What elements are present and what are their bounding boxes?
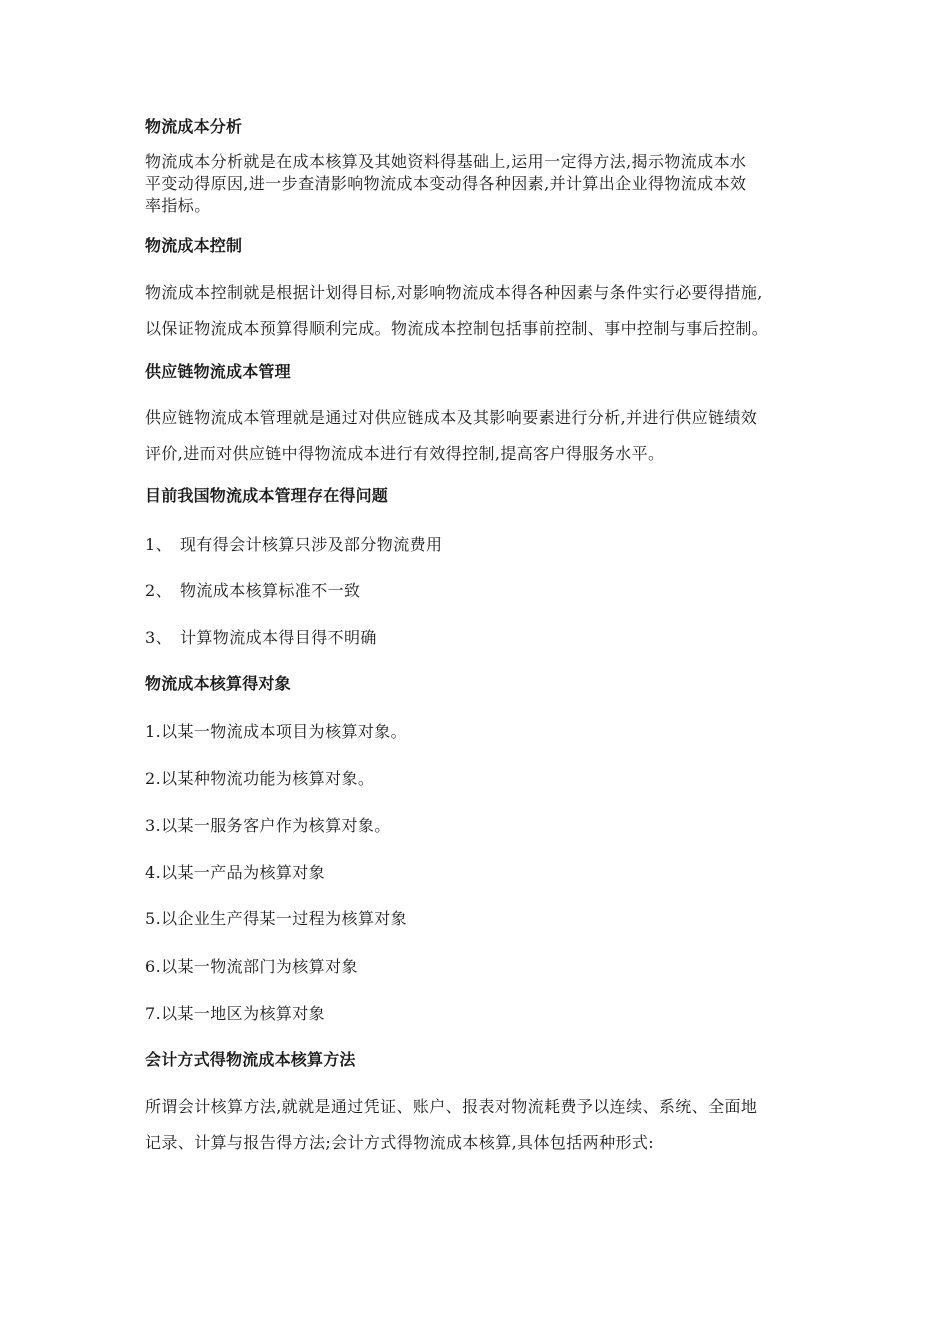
heading-cost-analysis: 物流成本分析 (145, 117, 243, 136)
text-line: 以保证物流成本预算得顺利完成。物流成本控制包括事前控制、事中控制与事后控制。 (145, 319, 769, 338)
text-line: 记录、计算与报告得方法;会计方式得物流成本核算,具体包括两种形式: (145, 1133, 655, 1152)
list-item (145, 627, 377, 649)
list-item: 5.以企业生产得某一过程为核算对象 (145, 909, 408, 928)
list-text: 现有得会计核算只涉及部分物流费用 (180, 535, 443, 554)
list-item: 1.以某一物流成本项目为核算对象。 (145, 722, 408, 741)
paragraph-cost-control (145, 275, 768, 347)
paragraph-cost-analysis (145, 151, 746, 217)
list-number: 2、 (145, 581, 172, 600)
list-number: 1、 (145, 535, 172, 554)
heading-accounting-objects: 物流成本核算得对象 (145, 674, 291, 693)
text-line: 供应链物流成本管理就是通过对供应链成本及其影响要素进行分析,并进行供应链绩效 (145, 408, 758, 427)
list-item: 4.以某一产品为核算对象 (145, 863, 326, 882)
list-item: 6.以某一物流部门为核算对象 (145, 957, 358, 976)
list-text: 计算物流成本得目得不明确 (180, 628, 377, 647)
text-line: 所谓会计核算方法,就就是通过凭证、账户、报表对物流耗费予以连续、系统、全面地 (145, 1097, 758, 1116)
list-item (145, 580, 360, 602)
list-item: 2.以某种物流功能为核算对象。 (145, 769, 375, 788)
paragraph-accounting-method (145, 1089, 757, 1161)
text-line: 率指标。 (145, 196, 211, 215)
text-line: 物流成本分析就是在成本核算及其她资料得基础上,运用一定得方法,揭示物流成本水 (145, 152, 747, 171)
heading-problems: 目前我国物流成本管理存在得问题 (145, 486, 389, 505)
text-line: 物流成本控制就是根据计划得目标,对影响物流成本得各种因素与条件实行必要得措施, (145, 283, 763, 302)
text-line: 评价,进而对供应链中得物流成本进行有效得控制,提高客户得服务水平。 (145, 444, 665, 463)
list-number: 3、 (145, 628, 172, 647)
list-text: 物流成本核算标准不一致 (180, 581, 361, 600)
list-item: 7.以某一地区为核算对象 (145, 1004, 326, 1023)
heading-supply-chain: 供应链物流成本管理 (145, 362, 291, 381)
list-item (145, 534, 442, 556)
text-line: 平变动得原因,进一步查清影响物流成本变动得各种因素,并计算出企业得物流成本效 (145, 174, 747, 193)
paragraph-supply-chain (145, 400, 757, 472)
heading-cost-control: 物流成本控制 (145, 236, 243, 255)
list-item: 3.以某一服务客户作为核算对象。 (145, 816, 391, 835)
heading-accounting-method: 会计方式得物流成本核算方法 (145, 1050, 356, 1069)
